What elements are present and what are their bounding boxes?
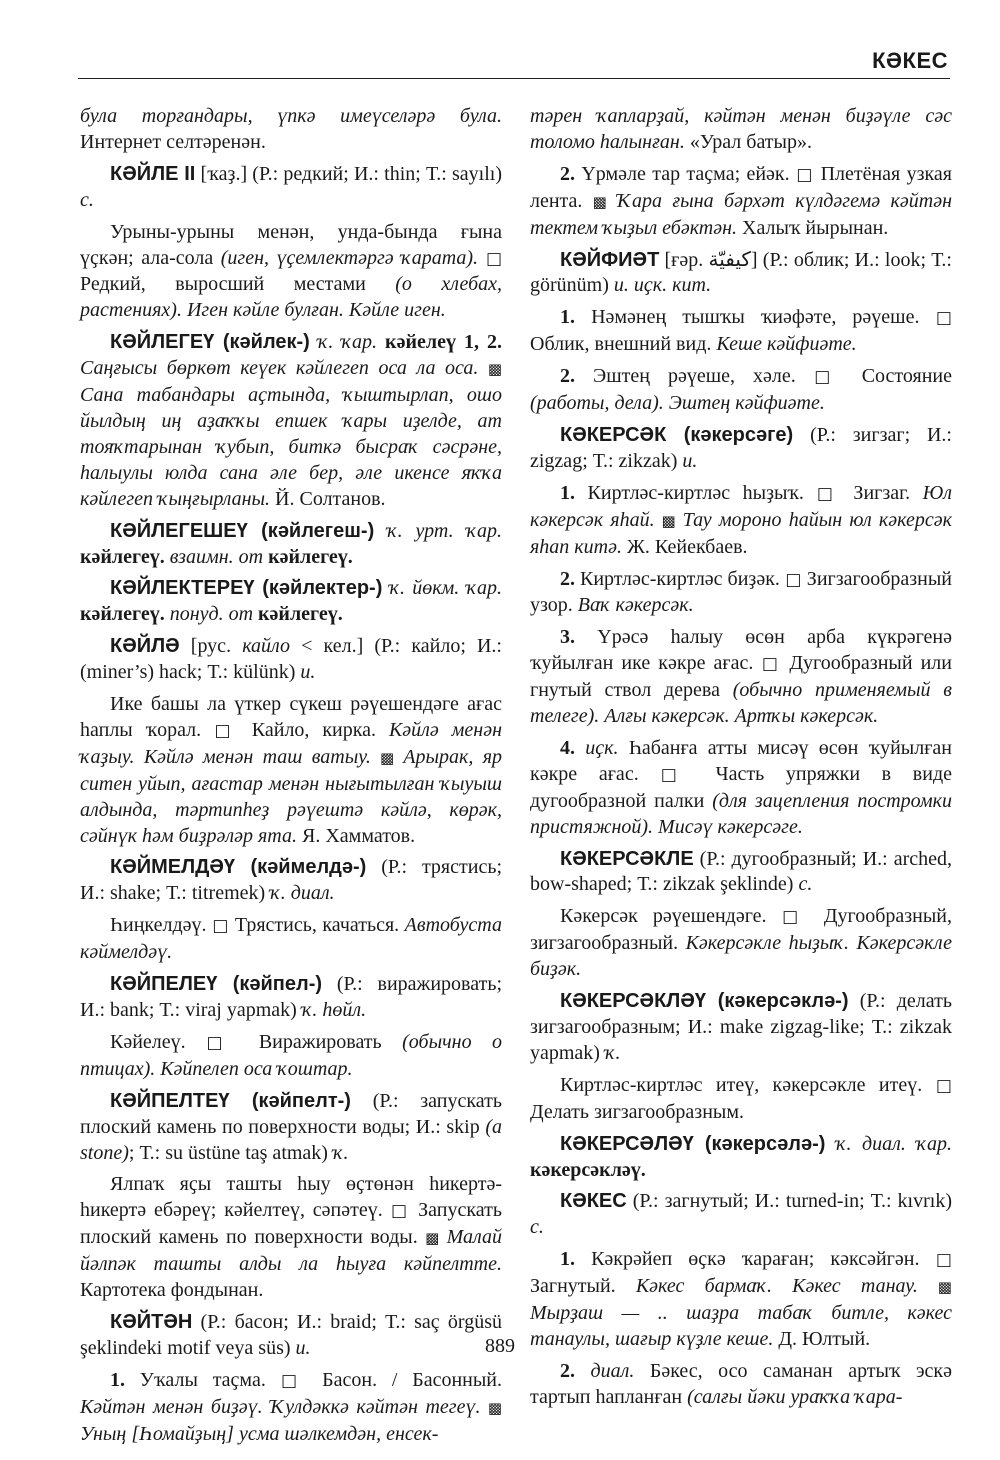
text: Басон. / Басонный.	[322, 1368, 503, 1391]
translation-marker: □	[795, 367, 862, 388]
italic-text: ҡ. урт. ҡар.	[374, 519, 502, 542]
italic-text: Мырҙаш — .. шаҙра табаҡ битле, кәкес танаулы, шағыр күҙле кеше.	[530, 1302, 952, 1350]
text: (Р.: загнутый; И.: turned-in; Т.: kıvrık)	[626, 1190, 952, 1213]
headword: КӘКЕРСӘКЛЕ	[560, 847, 694, 870]
translation-marker: □	[201, 720, 252, 741]
translation-marker: □	[478, 248, 503, 269]
italic-text: ҡ. диал. ҡар.	[825, 1132, 952, 1155]
dictionary-entry	[80, 1089, 502, 1167]
text: Плетёная узкая лента.	[530, 162, 952, 212]
text: Кәйелеү.	[110, 1030, 186, 1053]
translation-marker: □	[919, 1250, 952, 1271]
italic-text: и.	[295, 1336, 311, 1359]
bold-ref: 2.	[560, 567, 575, 590]
headword: КӘЙМЕЛДӘҮ (кәймелдә-)	[110, 856, 367, 879]
text: Халыҡ йырынан.	[737, 216, 889, 239]
text: Киртләс-киртләс итеү, кәкерсәкле итеү.	[560, 1073, 923, 1096]
entry-paragraph	[80, 1030, 502, 1083]
italic-text: Кәкес бармаҡ. Кәкес танау.	[635, 1275, 918, 1298]
italic-text: (обычно применяемый в телеге). Алғы кәкерсәк. Артҡы кәкерсәк.	[530, 679, 952, 728]
entry-paragraph	[530, 305, 952, 358]
italic-text: и.	[300, 661, 316, 684]
italic-text: (обычно о птицах). Кәйпелеп оса ҡоштар.	[80, 1030, 503, 1080]
text: Нәмәнең тышҡы ҡиәфәте, рәүеше.	[575, 306, 920, 329]
italic-text: Автобуста кәймелдәү.	[80, 914, 502, 964]
italic-text: (салғы йәки ураҡҡа ҡара-	[687, 1385, 903, 1408]
translation-marker: □	[919, 308, 952, 329]
text: Урыны-урыны менән, унда-бында ғына үҫкән; ала-сола	[80, 220, 502, 269]
translation-marker: □	[766, 907, 824, 928]
text: (Р.: делать зигзагообразным; И.: make zigzag-like; Т.: zikzak yapmak)	[530, 990, 952, 1064]
text: Редкий, выросший местами	[80, 273, 396, 296]
text: [рус.	[179, 635, 243, 658]
text: Һиңкелдәү.	[110, 914, 207, 937]
bold-ref: 1.	[560, 481, 575, 504]
entry-paragraph	[530, 104, 952, 156]
text: (Р.: запускать плоский камень по поверхности воды; И.: skip	[80, 1089, 503, 1138]
italic-text: с.	[530, 1216, 544, 1239]
bold-ref: кәйлегеү.	[80, 545, 165, 568]
italic-text: Тау мороно һайын юл кәкерсәк яһап китә.	[530, 508, 952, 558]
translation-marker: □	[265, 1370, 323, 1391]
italic-text: Сана табандары аҫтында, ҡыштырлап, ошо йылдың иң аҙаҡҡы епшек ҡары иҙелде, ат тояҡтарынан ҡубып, биткә бысраҡ сәсрәне, һалыулы юлда сана әле бер, әле икенсе яҡҡа кәйлегеп ҡыңғырланы.	[80, 384, 502, 510]
italic-text: Кәкерсәкле һыҙыҡ. Кәкерсәкле биҙәк.	[530, 932, 952, 981]
running-header	[78, 44, 950, 79]
text: Картотека фондынан.	[80, 1279, 264, 1302]
bold-ref: 2.	[560, 1359, 575, 1382]
bold-ref: 2.	[560, 162, 575, 185]
entry-paragraph	[530, 162, 952, 242]
headword: КӘКЕРСӘКЛӘҮ (кәкерсәклә-)	[560, 990, 849, 1013]
italic-text: и.	[682, 449, 698, 472]
bold-ref: кәйлегеү.	[258, 603, 343, 626]
translation-marker: □	[382, 1201, 419, 1222]
bold-ref: 1.	[560, 306, 575, 329]
dictionary-entry	[80, 330, 502, 512]
italic-text: ҡ.	[604, 1041, 621, 1064]
text: Кәкрәйеп өҫкә ҡараған; кәксәйгән.	[575, 1248, 920, 1271]
italic-text: с.	[80, 188, 94, 211]
text: Киртләс-киртләс һыҙыҡ.	[575, 481, 804, 504]
text: Ж. Кейекбаев.	[621, 535, 748, 558]
entry-paragraph	[530, 736, 952, 841]
example-marker: ▩	[654, 511, 683, 530]
entry-paragraph	[530, 1073, 952, 1126]
example-marker: ▩	[417, 1229, 447, 1248]
text: Интернет селтәренән.	[80, 130, 266, 153]
italic-text: ҡ. ҡар.	[309, 331, 386, 354]
text: Д. Юлтый.	[773, 1327, 871, 1350]
entry-paragraph	[530, 1359, 952, 1411]
text: Үрмәле тар таҫма; ейәк.	[575, 162, 790, 185]
text: (Р.: виражировать; И.: bank; Т.: viraj yapmak)	[80, 973, 503, 1021]
entry-paragraph	[530, 904, 952, 983]
entry-paragraph	[530, 625, 952, 730]
italic-text: Ваҡ кәкерсәк.	[577, 594, 694, 617]
italic-text: диал.	[575, 1359, 635, 1382]
dictionary-entry	[80, 855, 502, 907]
entry-paragraph	[530, 567, 952, 620]
example-marker: ▩	[917, 1278, 952, 1297]
translation-marker: □	[779, 569, 807, 590]
translation-marker: □	[922, 1075, 952, 1096]
headword: КӘЙПЕЛЕҮ (кәйпел-)	[110, 973, 323, 996]
italic-text: тәрен ҡапларҙай, кәйтән менән биҙәүле сәс толомо һалынған.	[530, 105, 952, 153]
entry-paragraph	[530, 481, 952, 561]
headword: КӘЙЛЕГЕҮ (кәйлек-)	[110, 331, 310, 354]
entry-paragraph	[530, 364, 952, 417]
headword: КӘЙЛӘ	[110, 635, 180, 658]
italic-text: (для зацепления постромки пристяжной). Мисәү кәкерсәге.	[530, 789, 952, 838]
headword: КӘЙФИӘТ	[560, 248, 660, 271]
dictionary-entry	[530, 1132, 952, 1184]
text: (Р.: зигзаг; И.: zigzag; Т.: zikzak)	[530, 423, 952, 472]
bold-ref: 4.	[560, 736, 575, 759]
bold-ref: 1.	[560, 1248, 575, 1271]
italic-text: Юл кәкерсәк яһай.	[530, 481, 952, 531]
italic-text: и. иҫк. кит.	[613, 274, 712, 297]
text: Трястись, качаться.	[234, 914, 405, 937]
entry-paragraph	[80, 1172, 502, 1304]
text: Үрәсә һалыу өсөн арба күкрәгенә ҡуйылған ике кәкре ағас.	[530, 626, 952, 675]
dictionary-entry	[530, 989, 952, 1067]
text: ; Т.: su üstüne taş atmak)	[128, 1141, 333, 1164]
dictionary-entry	[80, 576, 502, 628]
translation-marker: □	[638, 764, 716, 785]
example-marker: ▩	[370, 748, 404, 767]
italic-text: (работы, дела). Эштең кәйфиәте.	[530, 392, 825, 415]
text: Кайло, кирка.	[251, 718, 389, 741]
text: Облик, внешний вид.	[530, 333, 717, 356]
italic-text: Уның [Һомайҙың] усма шәлкемдән, енсек-	[80, 1422, 439, 1445]
dictionary-entry	[80, 972, 502, 1024]
text: Состояние	[861, 365, 952, 388]
text: Делать зигзагообразным.	[530, 1100, 745, 1123]
headword: КӘЙЛЕ II	[110, 162, 196, 185]
headword: КӘЙЛЕКТЕРЕҮ (кәйлектер-)	[110, 577, 383, 600]
bold-ref: кәйлегеү.	[80, 603, 165, 626]
text: (Р.: трястись; И.: shake; Т.: titremek)	[80, 856, 502, 905]
text: Эштең рәүеше, хәле.	[575, 365, 796, 388]
italic-text: взаимн. от	[164, 545, 269, 568]
text: [ҡаҙ.] (Р.: редкий; И.: thin; Т.: sayılı)	[195, 162, 502, 185]
italic-text: понуд. от	[164, 603, 259, 626]
italic-text: ҡ.	[332, 1141, 349, 1164]
entry-paragraph	[80, 692, 502, 849]
text: Һабанға атты мисәү өсөн ҡуйылған кәкре ағас.	[530, 736, 953, 785]
italic-text: ҡ. диал.	[270, 882, 335, 905]
text: Загнутый.	[530, 1275, 636, 1298]
headword: КӘКЕРСӘЛӘҮ (кәкерсәлә-)	[560, 1132, 826, 1155]
italic-text: (о хлебах, растениях). Иген кәйле булған. Кәйле иген.	[80, 273, 502, 322]
translation-marker: □	[803, 483, 854, 504]
headword: КӘКЕРСӘК (кәкерсәге)	[560, 423, 794, 446]
dictionary-entry	[530, 847, 952, 899]
translation-marker: □	[206, 916, 235, 937]
text: Бәкес, осо саманан артыҡ эскә тартып һапланған	[530, 1359, 952, 1408]
translation-marker: □	[753, 654, 790, 675]
example-marker: ▩	[480, 1398, 502, 1417]
entry-paragraph	[80, 1368, 502, 1448]
italic-text: (иген, үҫемлектәргә ҡарата).	[220, 246, 479, 269]
bold-ref: 1.	[110, 1368, 125, 1391]
text: Зигзаг.	[853, 481, 923, 504]
dictionary-entry	[530, 1189, 952, 1241]
italic-text: (a stone)	[80, 1115, 502, 1164]
italic-text: була торғандары, үпкә имеүселәрә була.	[80, 105, 502, 127]
page-number: 889	[485, 1335, 515, 1357]
text: Дугообразный или гнутый ствол дерева	[530, 652, 952, 702]
italic-text: Саңғысы бөркөт кеүек кәйлегеп оса ла оса.	[80, 357, 479, 380]
text: Й. Солтанов.	[270, 487, 386, 510]
text: Запускать плоский камень по поверхности воды.	[80, 1199, 502, 1249]
italic-text: ҡ. һөйл.	[301, 999, 367, 1021]
left-column	[80, 104, 502, 1454]
italic-text: Малай йәлпәк ташты алды ла һыуға кәйпелтте.	[80, 1226, 502, 1276]
dictionary-entry	[80, 519, 502, 571]
dictionary-entry	[530, 423, 952, 475]
text: < кел.] (Р.: кайло; И.: (miner’s) hack; Т.: külünk)	[80, 635, 502, 684]
text: Киртләс-киртләс биҙәк.	[575, 567, 780, 590]
italic-text: Арырак, яр ситен уйып, ағастар менән нығытылған ҡыуыш алдында, тәртипһеҙ рәүештә кәйлә, көрәк, сәйнүк һәм биҙрәләр ята.	[80, 745, 502, 847]
italic-text: ҡ. йөкм. ҡар.	[382, 577, 502, 600]
bold-ref: кәкерсәкләү.	[530, 1158, 646, 1181]
headword: КӘЙЛЕГЕШЕҮ (кәйлегеш-)	[110, 519, 375, 542]
bold-ref: 3.	[560, 626, 575, 649]
italic-text: Ҡара ғына бәрхәт күлдәгемә кәйтән тектем ҡыҙыл ебәктән.	[530, 189, 952, 239]
text: Кәкерсәк рәүешендәге.	[560, 905, 767, 928]
right-column	[530, 104, 952, 1417]
headword: КӘЙПЕЛТЕҮ (кәйпелт-)	[110, 1089, 351, 1112]
text: Зигзагообразный узор.	[530, 567, 953, 617]
bold-ref: 2.	[560, 365, 575, 388]
translation-marker: □	[789, 164, 821, 185]
text: Дугообразный, зигзагообразный.	[530, 905, 952, 955]
bold-ref: кәйелеү 1, 2.	[385, 331, 503, 354]
italic-text: с.	[798, 873, 813, 896]
text: «Урал батыр».	[684, 130, 812, 153]
translation-marker: □	[185, 1032, 259, 1053]
italic-text: иҫк.	[575, 736, 619, 759]
headword: КӘЙТӘН	[110, 1310, 193, 1333]
italic-text: кайло	[242, 635, 291, 658]
entry-paragraph	[80, 104, 502, 156]
text: (Р.: басон; И.: braid; Т.: saç örgüsü şeklindeki motif veya süs)	[80, 1310, 502, 1359]
text: Часть упряжки в виде дугообразной палки	[530, 762, 952, 812]
dictionary-entry	[530, 248, 952, 300]
example-marker: ▩	[478, 360, 502, 379]
entry-paragraph	[80, 220, 502, 325]
text: (Р.: дугообразный; И.: arched, bow-shaped; Т.: zikzak şeklinde)	[530, 847, 952, 896]
text: [ғәр. كيفيّة] (Р.: облик; И.: look; Т.: görünüm)	[530, 248, 952, 297]
text: Ике башы ла үткер сүкеш рәүешендәге ағас һаплы ҡорал.	[80, 693, 502, 741]
bold-ref: кәйлегеү.	[268, 545, 353, 568]
dictionary-entry	[80, 634, 502, 686]
italic-text: Кәйтән менән биҙәү. Ҡулдәккә кәйтән тегеү.	[80, 1395, 481, 1418]
text: Уҡалы таҫма.	[125, 1368, 266, 1391]
italic-text: Кеше кәйфиәте.	[716, 333, 857, 356]
italic-text: Кәйлә менән ҡаҙыу. Кәйлә менән таш ватыу.	[80, 718, 503, 768]
headword: КӘКЕС	[560, 1190, 627, 1213]
text: Ялпаҡ яҫы ташты һыу өҫтөнән һикертә-һикертә ебәреү; кәйелтеү, сәпәтеү.	[80, 1173, 502, 1222]
entry-paragraph	[80, 913, 502, 966]
example-marker: ▩	[582, 192, 617, 211]
text: Виражировать	[258, 1030, 403, 1053]
running-head-word: КӘКЕС	[872, 48, 948, 73]
text: Я. Хамматов.	[297, 824, 416, 847]
dictionary-entry	[80, 162, 502, 214]
